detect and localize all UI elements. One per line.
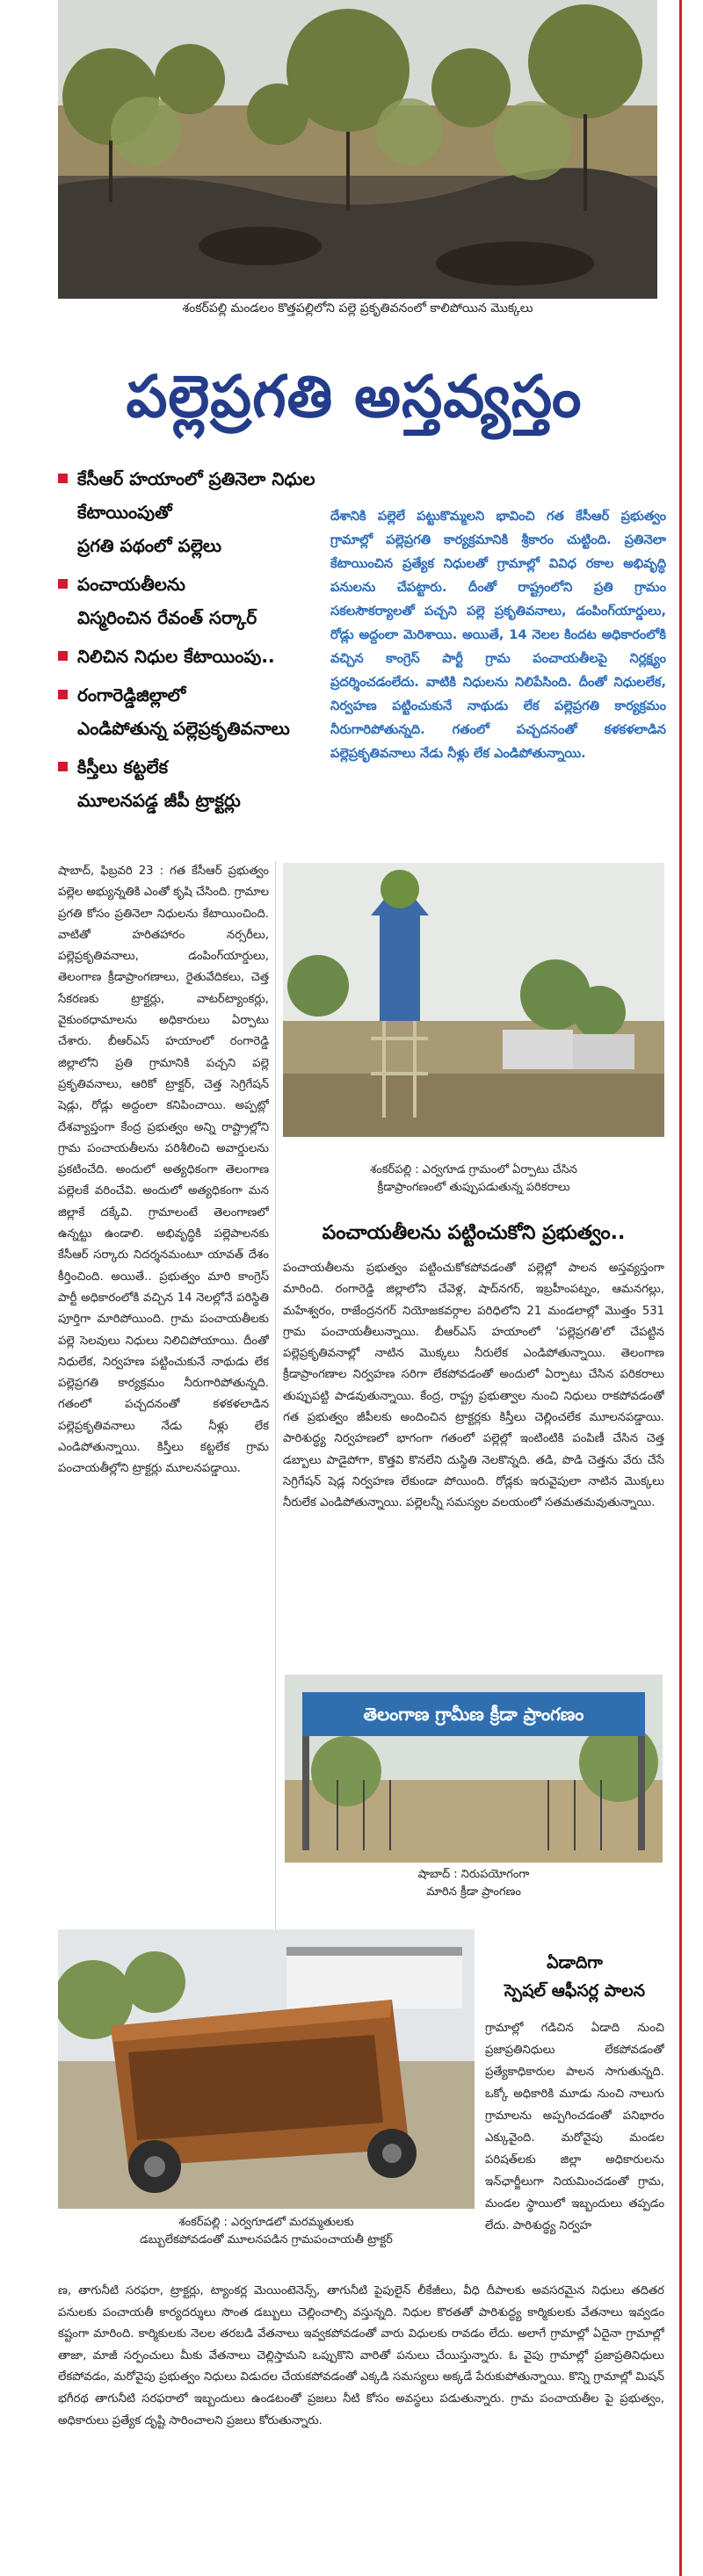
abandoned-tractor-photo	[58, 1929, 475, 2209]
highlight-line: మూలనపడ్డ జీపీ ట్రాక్టర్లు	[77, 790, 241, 811]
body-paragraph: పంచాయతీలను ప్రభుత్వం పట్టించుకోకపోవడంతో పల్లెల్లో పాలన అస్తవ్యస్తంగా మారింది. రంగారెడ్డి జిల్లాలోని చేవెళ్ల, షాద్‌నగర్, ఇబ్రహీంపట్నం, ఆమనగల్లు, మహేశ్వరం, రాజేంద్రనగర్ నియోజకవర్గాల పరిధిలోని 21 మండలాల్లో మొత్తం 531 గ్రామ పంచాయతీలున్నాయి. బీఆర్‌ఎస్ హయాంలో 'పల్లెప్రగతి'లో చేపట్టిన పల్లెప్రకృతివనాల్లో నాటిన మొక్కలు నీరులేక ఎండిపోతున్నాయి. తెలంగాణ క్రీడాప్రాంగణాల నిర్వహణ సరిగా లేకపోవడంతో అందులో ఏర్పాటు చేసిన పరికరాలు తుప్పుపట్టి పాడవుతున్నాయి. కేంద్ర, రాష్ట్ర ప్రభుత్వాల నుంచి నిధులు రాకపోవడంతో గత ప్రభుత్వం జీపీలకు అందించిన ట్రాక్టర్లకు కిస్తీలు చెల్లించలేక మూలనపడ్డాయి. పారిశుద్ధ్య నిర్వహణలో భాగంగా గతంలో పల్లెల్లో ఇంటింటికి పంపిణీ చేసిన చెత్త డబ్బాలు పాడైపోగా, కొత్తవి కొనలేని దుస్థితి నెలకొన్నది. తడి, పొడి చెత్తను వేరు చేసే సెగ్రిగేషన్ షెడ్ల నిర్వహణ లేకుండా పోయింది. రోడ్లకు ఇరువైపులా నాటిన మొక్కలు నీరులేక ఎండిపోతున్నాయి. పల్లెలన్నీ సమస్యల వలయంలో సతమతమవుతున్నాయి.	[283, 1262, 664, 1510]
section-body-panchayats	[283, 1258, 664, 1662]
section-body-special-officers	[485, 2017, 664, 2272]
page-headline: పల్లెప్రగతి అస్తవ్యస్తం	[126, 363, 583, 431]
sports-photo-caption	[283, 1161, 664, 1197]
caption-line: క్రీడాప్రాంగణంలో తుప్పుపడుతున్న పరికరాలు	[377, 1181, 570, 1194]
top-photo-burnt-plants	[58, 0, 657, 299]
highlight-item	[54, 678, 318, 745]
highlights-list	[54, 462, 318, 817]
unused-ground-photo	[285, 1675, 663, 1863]
caption-line: శంకర్‌పల్లి : ఎర్వగూడలో మరమ్మతులకు	[178, 2216, 354, 2229]
sports-equipment-photo	[283, 863, 664, 1137]
heading-line: ఏడాదిగా	[547, 1953, 603, 1972]
ground-photo-caption	[334, 1866, 613, 1901]
rusty-tractor-trolley-illustration	[58, 1929, 475, 2209]
body-paragraph: షాబాద్, ఫిబ్రవరి 23 : గత కేసీఆర్ ప్రభుత్వం పల్లెల అభ్యున్నతికి ఎంతో కృషి చేసింది. గ్రామాల ప్రగతి కోసం ప్రతినెలా నిధులను కేటాయించింది. వాటితో హరితహారం నర్సరీలు, పల్లెప్రకృతివనాలు, డంపింగ్‌యార్డులు, తెలంగాణ క్రీడాప్రాంగణాలు, రైతువేదికలు, చెత్త సేకరణకు ట్రాక్టర్లు, వాటర్‌ట్యాంకర్లు, వైకుంఠధామాలను అధికారులు ఏర్పాటు చేశారు. బీఆర్‌ఎస్ హయాంలో రంగారెడ్డి జిల్లాలోని ప్రతి గ్రామానికి పచ్చని పల్లె ప్రకృతివనాలు, ఆరికో ట్రాక్టర్, చెత్త సెగ్రిగేషన్ షెడ్లు, రోడ్లు అద్దంలా కనిపించాయి. అప్పట్లో దేశవ్యాప్తంగా కేంద్ర ప్రభుత్వం అన్ని రాష్ట్రాల్లోని గ్రామ పంచాయతీలను పరిశీలించి అవార్డులను ప్రకటించేది. అందులో అత్యధికంగా తెలంగాణ పల్లెలకే వరించేవి. అందులో అత్యధికంగా మన జిల్లాకే దక్కేవి. గ్రామాలంటే తెలంగాణలో ఉన్నట్టు ఉండాలి. అభివృద్ధికి పల్లెపాలనకు కేసీఆర్ సర్కారు నిదర్శనమంటూ యావత్ దేశం కీర్తించింది. అయితే.. ప్రభుత్వం మారి కాంగ్రెస్ పార్టీ అధికారంలోకి వచ్చిన 14 నెలల్లోనే పరిస్థితి పూర్తిగా మారిపోయింది. గ్రామ పంచాయతీలకు పల్లె సెలవులు నిధులు నిలిచిపోయాయి. దీంతో నిధులేక, నిర్వహణ పట్టించుకునే నాథుడు లేక పల్లెప్రగతి కార్యక్రమం నీరుగారిపోతున్నది. గతంలో పచ్చదనంతో కళకళలాడిన పల్లెప్రకృతివనాలు నేడు నీళ్లు లేక ఎండిపోతున్నాయి. కిస్తీలు కట్టలేక గ్రామ పంచాయతీల్లోని ట్రాక్టర్లు మూలనపడ్డాయి.	[58, 865, 269, 1476]
intro-paragraph: దేశానికి పల్లెలే పట్టుకొమ్మలని భావించి గత కేసీఆర్ ప్రభుత్వం గ్రామాల్లో పల్లెప్రగతి కార్యక్రమానికి శ్రీకారం చుట్టింది. ప్రతినెలా కేటాయించిన ప్రత్యేక నిధులతో గ్రామాల్లో వివిధ రకాల అభివృద్ధి పనులను చేపట్టారు. దీంతో రాష్ట్రంలోని ప్రతి గ్రామం సకలసౌకర్యాలతో పచ్చని పల్లె ప్రకృతివనాలు, డంపింగ్‌యార్డులు, రోడ్లు అద్దంలా మెరిశాయి. అయితే, 14 నెలల కిందట అధికారంలోకి వచ్చిన కాంగ్రెస్ పార్టీ గ్రామ పంచాయతీలపై నిర్లక్ష్యం ప్రదర్శించడంలేదు. వాటికి నిధులను నిలిపేసింది. దీంతో నిధులలేక, నిర్వహణ పట్టించుకునే నాథుడు లేక పల్లెప్రగతి కార్యక్రమం నీరుగారిపోతున్నది. గతంలో పచ్చదనంతో కళకళలాడిన పల్లెప్రకృతివనాలు నేడు నీళ్లు లేక ఎండిపోతున్నాయి.	[330, 509, 666, 761]
bullet-square-icon	[58, 579, 68, 589]
caption-line: శంకర్‌పల్లి : ఎర్వగూడ గ్రామంలో ఏర్పాటు చేసిన	[370, 1163, 577, 1176]
bottom-body-text	[58, 2281, 664, 2541]
body-column-left	[58, 861, 269, 1955]
right-accent-bar	[679, 0, 682, 2576]
section-heading-special-officers	[485, 1949, 664, 2005]
column-divider	[275, 861, 276, 1950]
highlight-line: విస్మరించిన రేవంత్ సర్కార్	[77, 607, 257, 628]
top-photo-caption: శంకర్‌పల్లి మండలం కొత్తపల్లిలోని పల్లె ప్రకృతివనంలో కాలిపోయిన మొక్కలు	[58, 300, 657, 316]
caption-line: డబ్బులేకపోవడంతో మూలనపడిన గ్రామపంచాయతీ ట్రాక్టర్	[140, 2233, 393, 2247]
highlight-line: కేసీఆర్ హయాంలో ప్రతినెలా నిధుల కేటాయింపుతో	[77, 468, 315, 523]
highlight-line: నిలిచిన నిధుల కేటాయింపు..	[77, 646, 275, 667]
highlight-line: కిస్తీలు కట్టలేక	[77, 756, 169, 778]
bullet-square-icon	[58, 651, 68, 661]
section-heading-panchayats: పంచాయతీలను పట్టించుకోని ప్రభుత్వం..	[322, 1222, 626, 1244]
caption-line: మారిన క్రీడా ప్రాంగణం	[426, 1885, 521, 1899]
bullet-square-icon	[58, 762, 68, 771]
body-paragraph: గ్రామాల్లో గడిచిన ఏడాది నుంచి ప్రజాప్రతినిధులు లేకపోవడంతో ప్రత్యేకాధికారుల పాలన సాగుతున్నది. ఒక్కో అధికారికి మూడు నుంచి నాలుగు గ్రామాలను అప్పగించడంతో పనిభారం ఎక్కువైంది. మరోవైపు మండల పరిషత్‌లకు జిల్లా అధికారులను ఇన్‌ఛార్జీలుగా నియమించడంతో గ్రామ, మండల స్థాయిలో ఇబ్బందులు తప్పడం లేదు. పారిశుద్ధ్య నిర్వహ	[485, 2022, 664, 2232]
highlight-line: రంగారెడ్డిజిల్లాలో	[77, 684, 186, 706]
bullet-square-icon	[58, 690, 68, 699]
highlight-item	[54, 750, 318, 817]
highlight-line: పంచాయతీలను	[77, 574, 185, 595]
burnt-park-illustration	[58, 0, 657, 299]
body-paragraph: ణ, తాగునీటి సరఫరా, ట్రాక్టర్లు, ట్యాంకర్ల మెయింటెనెన్స్, తాగునీటి పైపులైన్ లీకేజీలు, వీధి దీపాలకు అవసరమైన నిధులు తదితర పనులకు పంచాయతీ కార్యదర్శులు సొంత డబ్బులు చెల్లించాల్సి వస్తున్నది. నిధుల కొరతతో పారిశుద్ధ్య కార్మికులకు వేతనాలు ఇవ్వడం కష్టంగా మారింది. కార్మికులకు నెలల తరబడి వేతనాలు ఇవ్వకపోవడంతో వారు విధులకు రావడం లేదు. అలాగే గ్రామాల్లో ఏదైనా గ్రామాల్లో తాజా, మాజీ సర్పంచులు మీకు వేతనాలు చెల్లిస్తామని ఒప్పుకొని వారితో పనులు చేయిస్తున్నారు. ఓ వైపు గ్రామాల్లో ప్రజాప్రతినిధులు లేకపోవడం, మరోవైపు ప్రభుత్వం నిధులు విడుదల చేయకపోవడంతో ఎక్కడి సమస్యలు అక్కడే పేరుకుపోతున్నాయి. కొన్ని గ్రామాల్లో మిషన్ భగీరథ తాగునీటి సరఫరాలో ఇబ్బందులు ఉండటంతో ప్రజలు నీటి కోసం అవస్థలు పడుతున్నారు. గ్రామ పంచాయతీల పై ప్రభుత్వం, అధికారులు ప్రత్యేక దృష్టి సారించాలని ప్రజలు కోరుతున్నారు.	[58, 2284, 664, 2428]
highlight-item	[54, 462, 318, 562]
caption-line: షాబాద్ : నిరుపయోగంగా	[417, 1868, 530, 1881]
tractor-photo-caption	[58, 2214, 475, 2249]
highlight-line: ప్రగతి పథంలో పల్లెలు	[77, 535, 222, 556]
highlight-line: ఎండిపోతున్న పల్లెప్రకృతివనాలు	[77, 718, 290, 739]
highlight-item	[54, 568, 318, 634]
heading-line: స్పెషల్ ఆఫీసర్ల పాలన	[504, 1981, 646, 2001]
ground-sign-text: తెలంగాణ గ్రామీణ క్రీడా ప్రాంగణం	[363, 1704, 584, 1725]
highlight-item	[54, 640, 318, 673]
rusty-sports-equipment-illustration	[283, 863, 664, 1137]
bullet-square-icon	[58, 474, 68, 483]
